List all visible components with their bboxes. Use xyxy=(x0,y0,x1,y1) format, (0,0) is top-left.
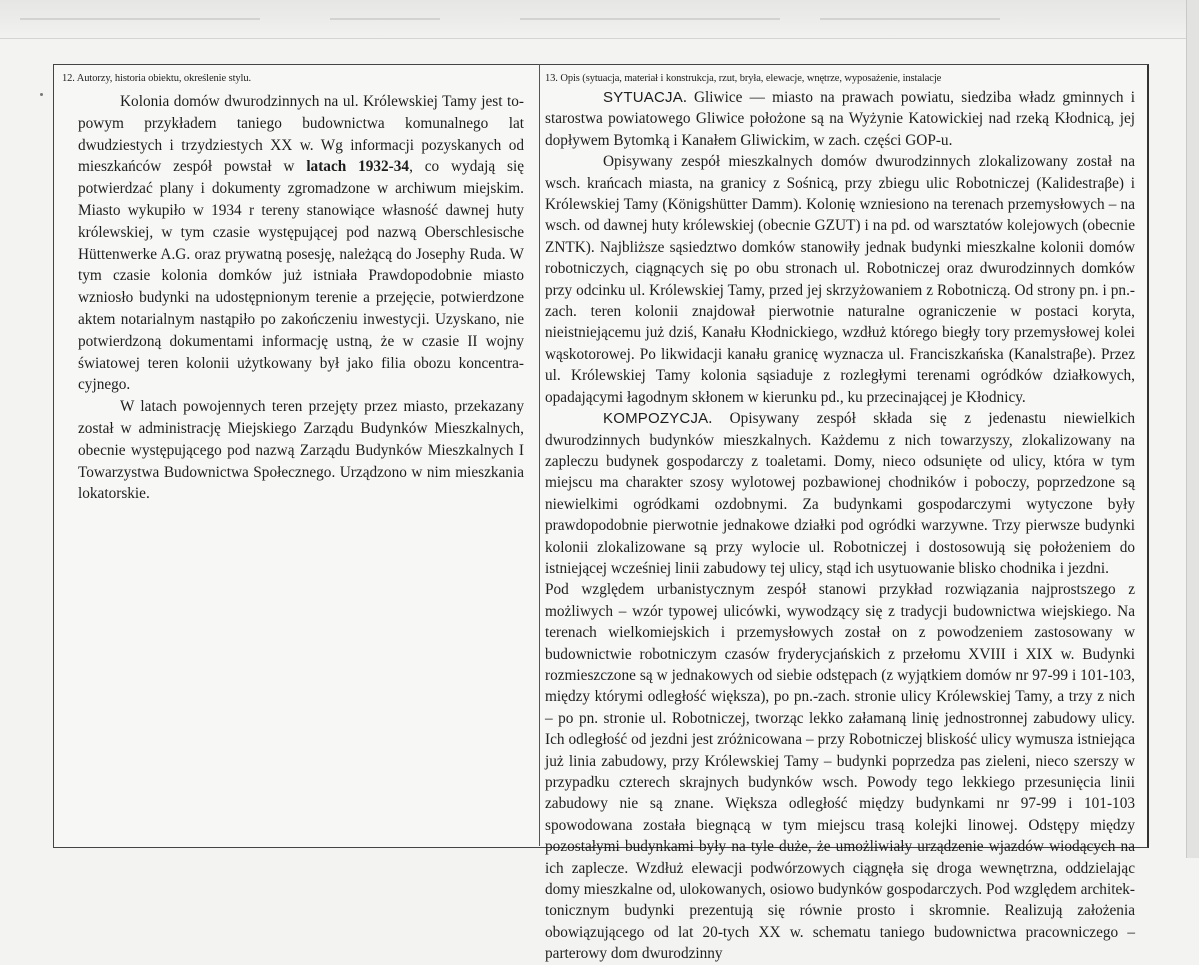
kompozycja-text: . Opisywany zespół składa się z jedenastu niewielkich dwurodzinnych budynków mieszkalnych. Każdemu z nich towarzyszy, zlokalizowany na zapleczu budynek gospodarczy z toaletami. Domy, nieco odsunięte od ulicy, która w tym miejscu ma charakter szosy wylotowej pozbawionej chodników i poboczy, poprzedzone są niewielkimi ogródkami ozdobnymi. Za budynkami gospodarczymi wytyczone były prawdopodobnie pierwotnie jednakowe działki pod ogródki warzywne. Trzy pierwsze budynki kolonii zlokalizowane są przy wylocie ul. Robotniczej i dostosowują się położeniem do istniejącej wcześniej linii zabudowy tej ulicy, stąd ich usytuowanie blisko chodnika i jezdni. xyxy=(545,410,1135,577)
scan-edge-top xyxy=(0,0,1199,39)
scan-noise xyxy=(20,18,260,20)
kompozycja-label: KOMPOZYCJA xyxy=(603,410,709,428)
section-13-header: 13. Opis (sytuacja, materiał i konstrukcja, rzut, bryła, elewacje, wnętrze, wyposażenie, instalacje xyxy=(545,73,942,84)
scan-noise xyxy=(520,18,780,20)
sytuacja-label: SYTUACJA xyxy=(603,89,683,106)
history-text: Kolonia domów dwurodzinnych na ul. Królewskiej Tamy jest topowym przykładem taniego budownictwa komunalnego lat dwudziestych i trzydziestych XX w. Wg informacji pozyskanych od mieszkańców zespół powstał w xyxy=(78,93,524,176)
section-12-body xyxy=(78,91,524,505)
urbanistyczny-paragraph: Pod względem urbanistycznym zespół stanowi przykład rozwiązania najprostszego z możliwych – wzór typowej ulicówki, wywodzący się z tradycji budownictwa wiejskiego. Na terenach wielkomiejskich i przemysłowych został on z powodzeniem zastosowany w budownictwie robotniczym czasów fryderycjańskich z przełomu XVIII i XIX w. Budynki rozmieszczone są w jednakowych od siebie odstępach (z wyjątkiem domów nr 97-99 i 101-103, między którymi odległość większa), po pn.-zach. stronie ulicy Królewskiej Tamy, a trzy z nich – po pn. stronie ul. Robotniczej, tworząc lekko załamaną linię jednostronnej zabudowy ulicy. Ich odległość od jezdni jest zróżnicowana – przy Robotniczej bliskość ulicy wymusza istniejąca już linia zabudowy, przy Królewskiej Tamy – budynki poprzedza pas zieleni, nieco szerszy w przypadku czterech skrajnych budynków wsch. Powody tego lekkiego przesunięcia linii zabudowy nie są znane. Większa odległość między budynkami nr 97-99 i 101-103 spowodowana została biegnącą w tym miejscu trasą kolejki linowej. Odstępy między pozostałymi budynkami były na tyle duże, że umożliwiały urządzenie wjazdów wiodących na ich zaplecze. Wzdłuż elewacji podwórzowych ciągnęła się droga wewnętrzna, oddzielając domy mieszkalne od, ulokowanych, osiowo budynków gospodarczych. Pod względem architektonicznym budynki prezentują się równie prosto i skromnie. Realizują założenia obowiązującego od lat 20-tych XX w. schematu taniego budownictwa pracowniczego – parterowy dom dwurodzinny xyxy=(545,581,1135,963)
history-years: latach 1932-34 xyxy=(306,158,410,176)
scan-speck xyxy=(40,93,43,96)
sytuacja-text: . Gliwice — miasto na prawach powiatu, siedziba władz gminnych i starostwa powiatowego Gliwice położone są na Wyżynie Katowickiej nad rzeką Kłodnicą, jej dopływem Bytomką i Kanałem Gliwickim, w zach. części GOP-u. xyxy=(545,89,1135,149)
history-text-continued: , co wydają się potwierdzać plany i dokumenty zgromadzone w archiwum miejskim. Miasto wykupiło w 1934 r tereny stanowiące własność dawnej huty królewskiej, w tym czasie występującej pod nazwą Oberschlesische Hüttenwerke A.G. oraz prywatną posesję, należącą do Josephy Ruda. W tym czasie kolonia domków już istniała Prawdopodobnie miasto wzniosło budynki na udostępnionym terenie a przejęcie, potwierdzone aktem notarialnym nastąpiło po zakończeniu inwestycji. Uzyskano, nie potwierdzoną dokumentami informację ustną, że w czasie II wojny światowej teren kolonii użytkowany był jako filia obozu koncentracyjnego. xyxy=(78,158,525,394)
section-13-body xyxy=(545,87,1135,965)
kompozycja-paragraph xyxy=(545,408,1135,579)
section-12-header: 12. Autorzy, historia obiektu, określenie stylu. xyxy=(62,73,252,84)
column-divider xyxy=(539,64,540,846)
history-paragraph-1 xyxy=(78,91,524,396)
history-paragraph-2: W latach powojennych teren przejęty przez miasto, przekazany został w administrację Miejskiego Zarządu Budynków Mieszkalnych, obecnie występującego pod nazwą Zarządu Budynków Mieszkalnych I Towarzystwa Budownictwa Społecznego. Urządzono w nim mieszkania lokatorskie. xyxy=(78,398,524,503)
scan-noise xyxy=(820,18,1000,20)
scan-noise xyxy=(330,18,440,20)
sytuacja-paragraph xyxy=(545,87,1135,151)
opisywany-paragraph: Opisywany zespół mieszkalnych domów dwurodzinnych zlokalizowany został na wsch. krańcach miasta, na granicy z Sośnicą, przy zbiegu ulic Robotniczej (Kalidestraβe) i Królewskiej Tamy (Königshütter Damm). Kolonię wzniesiono na terenach przemysłowych – na wsch. od dawnej huty królewskiej (obecnie GZUT) i na pd. od warsztatów kolejowych (obecnie ZNTK). Najbliższe sąsiedztwo domków stanowiły jednak budynki mieszkalne kolonii domów robotniczych, ciągnących się po obu stronach ul. Robotniczej oraz dwurodzinnych domków przy odcinku ul. Królewskiej Tamy, przed jej skrzyżowaniem z Robotniczą. Od strony pn. i pn.-zach. teren kolonii znajdował pierwotnie naturalne ograniczenie w postaci koryta, nieistniejącemu już dziś, Kanału Kłodnickiego, wzdłuż którego biegły tory przemysłowej kolei wąskotorowej. Po likwidacji kanału granicę wyznacza ul. Franciszkańska (Kanalstraβe). Przez ul. Królewskiej Tamy kolonia sąsiaduje z rozległymi terenami ogródków działkowych, opadającymi łagodnym skłonem w kierunku pd., ku przecinającej je Kłodnicy. xyxy=(545,153,1135,406)
scan-edge-right xyxy=(1186,0,1199,858)
